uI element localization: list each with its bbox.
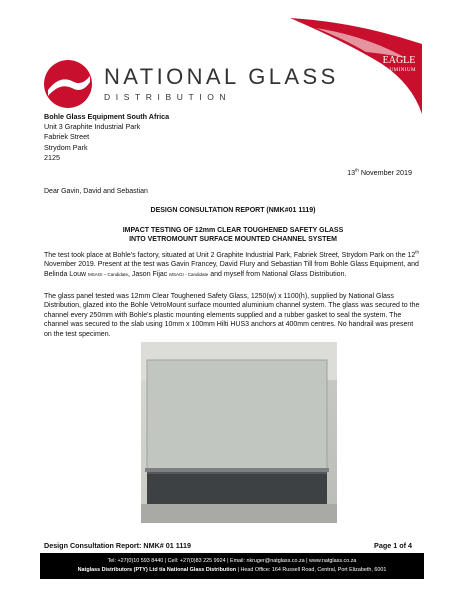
- company-line: Natglass Distributors (PTY) Ltd t/a National Glass Distribution | Head Office: 164 Russell Road, Central, Port Elizabeth, 6001: [77, 567, 387, 573]
- brand-sub: DISTRIBUTION: [104, 92, 232, 102]
- eagle-logo-text: EAGLE ALUMINIUM: [381, 55, 417, 73]
- address-line: Strydom Park: [44, 142, 88, 152]
- contact-bar: [40, 553, 424, 579]
- contact-line: Tel: +27(0)10 593 8440 | Cell: +27(0)83 225 9924 | Email: nkruger@natglass.co.za | www.natglass.co.za: [107, 558, 357, 564]
- paragraph-glass-panel: The glass panel tested was 12mm Clear Toughened Safety Glass, 1250(w) x 1100(h), supplied by National Glass Distribution, glazed into the Bohle VetroMount surface mounted aluminium channel system. The glass was secured to the channel every 250mm with Bohle's plastic mounting elements supplied and a rubber gasket to seal the system. The channel was secured to the slab using 10mm x 100mm Hilti HUS3 anchors at 400mm centres. No handrail was present on the test specimen.: [44, 293, 420, 338]
- paragraph-test-details: The test took place at Bohle's factory, situated at Unit 2 Graphite Industrial Park, Fabriek Street, Strydom Park on the 12th November 2019. Present at the test was Gavin Francey, David Flury and Sebastian Till from Bohle Glass Equipment, and Belinda Louw MSAGI – Candidate, Jason Fijac MSAGI - Candidate and myself from National Glass Distribution.: [44, 249, 419, 278]
- report-title: DESIGN CONSULTATION REPORT (NMK#01 1119): [150, 207, 316, 214]
- glass-panel-photo: [141, 342, 337, 523]
- footer-report-ref: Design Consultation Report: NMK# 01 1119: [44, 541, 191, 550]
- recipient-address: [44, 112, 169, 163]
- address-line: Fabriek Street: [44, 132, 90, 142]
- brand-name: NATIONAL GLASS: [104, 64, 339, 89]
- address-line: Unit 3 Graphite Industrial Park: [44, 122, 141, 132]
- page-number: Page 1 of 4: [374, 541, 412, 550]
- address-company: Bohle Glass Equipment South Africa: [44, 112, 170, 121]
- national-glass-logo-icon: [44, 60, 92, 108]
- report-subject: IMPACT TESTING OF 12mm CLEAR TOUGHENED SAFETY GLASS INTO VETROMOUNT SURFACE MOUNTED CHANNEL SYSTEM: [122, 227, 344, 243]
- letter-date: 13th November 2019: [347, 167, 412, 177]
- address-line: 2125: [44, 152, 60, 162]
- salutation: Dear Gavin, David and Sebastian: [44, 188, 148, 195]
